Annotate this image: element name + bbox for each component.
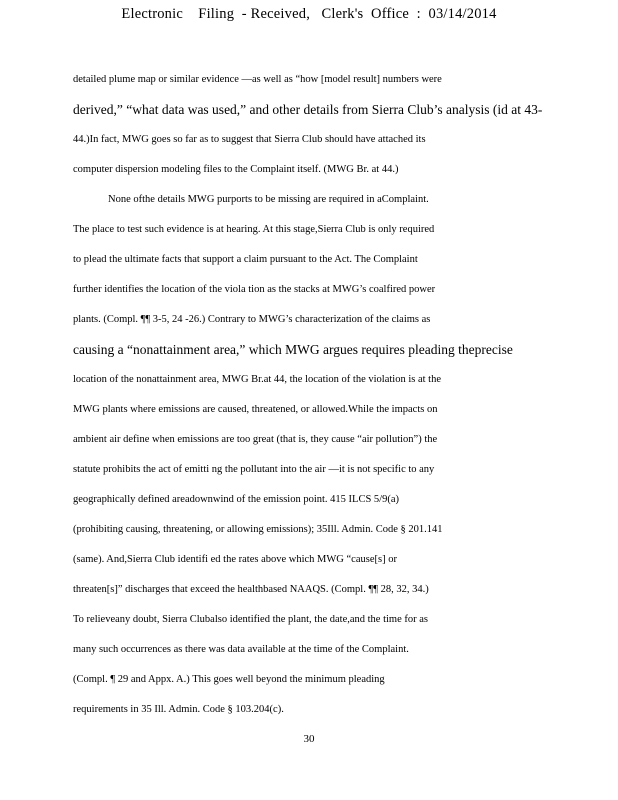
text-line: threaten[s]” discharges that exceed the healthbased NAAQS. (Compl. ¶¶ 28, 32, 34.): [73, 584, 429, 595]
text-line: To relieveany doubt, Sierra Clubalso identified the plant, the date,and the time for as: [73, 614, 428, 625]
text-line: statute prohibits the act of emitti ng the pollutant into the air —it is not specific to any: [73, 464, 435, 475]
text-line: 44.)In fact, MWG goes so far as to suggest that Sierra Club should have attached its: [73, 134, 426, 145]
paragraph-start-line: None ofthe details MWG purports to be missing are required in aComplaint.: [108, 194, 429, 205]
filing-header: Electronic Filing - Received, Clerk's Office : 03/14/2014: [121, 6, 497, 22]
page-number: 30: [303, 733, 315, 745]
text-line: location of the nonattainment area, MWG Br.at 44, the location of the violation is at the: [73, 374, 441, 385]
text-line: ambient air define when emissions are too great (that is, they cause “air pollution”) the: [73, 434, 438, 445]
text-line: further identifies the location of the viola tion as the stacks at MWG’s coalfired power: [73, 284, 436, 295]
text-line: to plead the ultimate facts that support a claim pursuant to the Act. The Complaint: [73, 254, 418, 265]
text-line: many such occurrences as there was data available at the time of the Complaint.: [73, 644, 409, 655]
text-line: detailed plume map or similar evidence —as well as “how [model result] numbers were: [73, 74, 442, 85]
text-line: (same). And,Sierra Club identifi ed the rates above which MWG “cause[s] or: [73, 554, 397, 565]
text-line: derived,” “what data was used,” and other details from Sierra Club’s analysis (id at 43-: [73, 102, 543, 117]
text-line: requirements in 35 Ill. Admin. Code § 103.204(c).: [73, 704, 284, 715]
document-body: [73, 72, 545, 732]
text-line: causing a “nonattainment area,” which MWG argues requires pleading theprecise: [73, 342, 513, 357]
text-line: (prohibiting causing, threatening, or allowing emissions); 35Ill. Admin. Code § 201.141: [73, 524, 443, 535]
text-line: The place to test such evidence is at hearing. At this stage,Sierra Club is only required: [73, 224, 435, 235]
text-line: MWG plants where emissions are caused, threatened, or allowed.While the impacts on: [73, 404, 438, 415]
text-line: (Compl. ¶ 29 and Appx. A.) This goes well beyond the minimum pleading: [73, 674, 385, 685]
text-line: computer dispersion modeling files to the Complaint itself. (MWG Br. at 44.): [73, 164, 399, 175]
text-line: plants. (Compl. ¶¶ 3-5, 24 -26.) Contrary to MWG’s characterization of the claims as: [73, 314, 431, 325]
text-line: geographically defined areadownwind of the emission point. 415 ILCS 5/9(a): [73, 494, 400, 505]
